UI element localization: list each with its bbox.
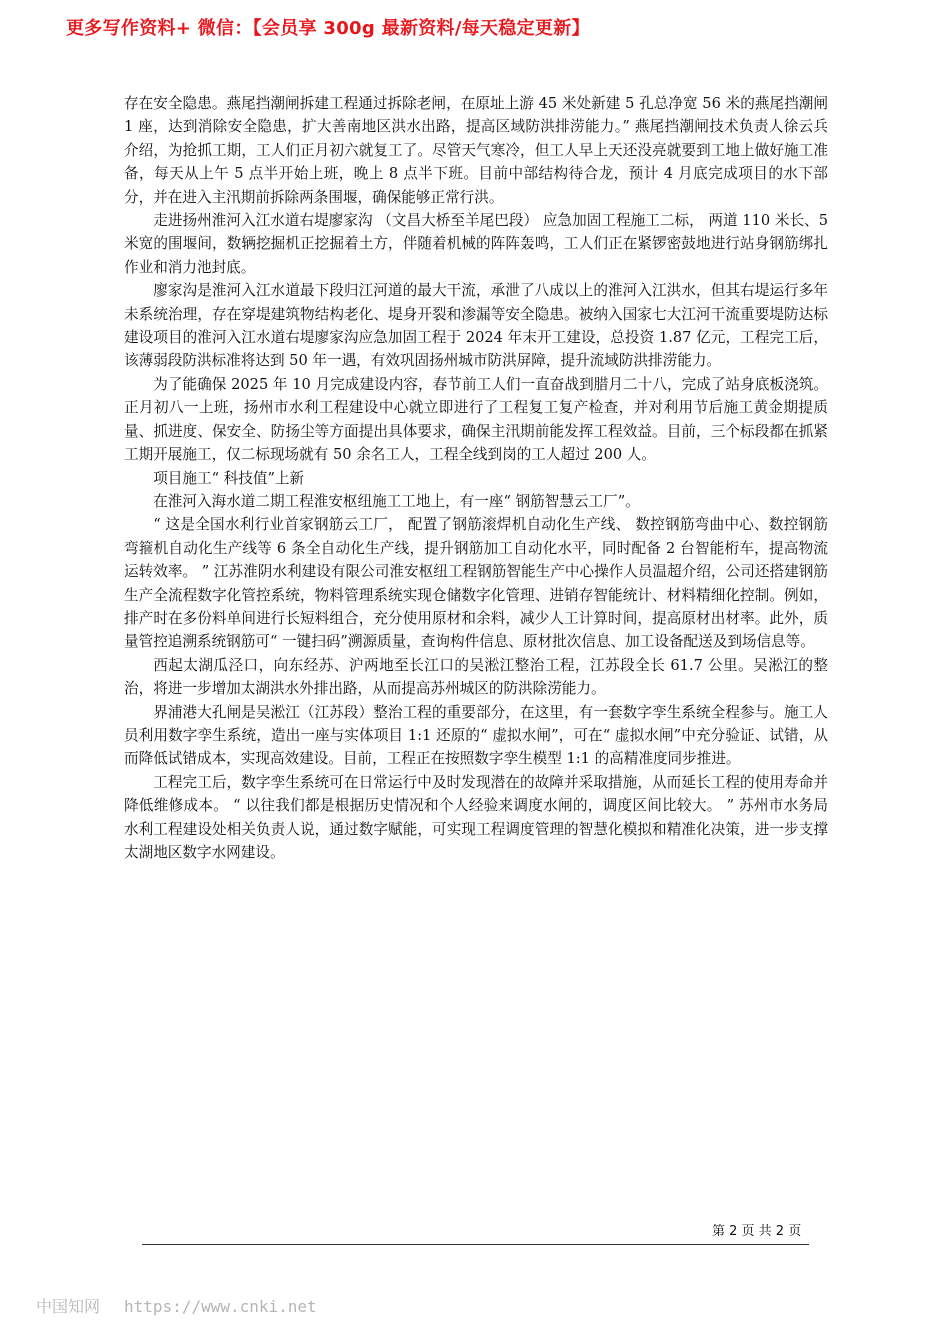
paragraph-9: 界浦港大孔闸是吴淞江（江苏段）整治工程的重要部分，在这里，有一套数字孪生系统全程参与。施工人员利用数字孪生系统，造出一座与实体项目 1:1 还原的“ 虚拟水闸”，可在“ 虚拟水闸”中充分验证、试错，从而降低试错成本，实现高效建设。目前，工程正在按照数字孪生模型 1:1 的高精准度同步推进。 bbox=[124, 703, 828, 768]
watermark-url: https://www.cnki.net bbox=[124, 1297, 317, 1316]
paragraph-6: 在淮河入海水道二期工程淮安枢纽施工工地上，有一座“ 钢筋智慧云工厂”。 bbox=[153, 492, 640, 510]
paragraph-4: 为了能确保 2025 年 10 月完成建设内容，春节前工人们一直奋战到腊月二十八，完成了站身底板浇筑。正月初八一上班，扬州市水利工程建设中心就立即进行了工程复工复产检查，并对利用节后施工黄金期提质量、抓进度、保安全、防扬尘等方面提出具体要求，确保主汛期前能发挥工程效益。目前，三个标段都在抓紧工期开展施工，仅二标现场就有 50 余名工人，工程全线到岗的工人超过 200 人。 bbox=[124, 375, 828, 464]
source-watermark bbox=[36, 1294, 317, 1317]
page-number: 第 2 页 共 2 页 bbox=[712, 1224, 802, 1239]
article-body bbox=[124, 92, 828, 864]
footer-divider bbox=[142, 1244, 809, 1245]
paragraph-1: 存在安全隐患。燕尾挡潮闸拆建工程通过拆除老闸，在原址上游 45 米处新建 5 孔总净宽 56 米的燕尾挡潮闸 1 座，达到消除安全隐患，扩大善南地区洪水出路，提高区域防洪排涝能力。” 燕尾挡潮闸技术负责人徐云兵介绍，为抢抓工期，工人们正月初六就复工了。尽管天气寒冷，但工人早上天还没亮就要到工地上做好施工准备，每天从上午 5 点半开始上班，晚上 8 点半下班。目前中部结构待合龙，预计 4 月底完成项目的水下部分，并在进入主汛期前拆除两条围堰，确保能够正常行洪。 bbox=[124, 95, 828, 206]
paragraph-2: 走进扬州淮河入江水道右堤廖家沟 （文昌大桥至羊尾巴段） 应急加固工程施工二标， 两道 110 米长、5 米宽的围堰间，数辆挖掘机正挖掘着土方，伴随着机械的阵阵轰鸣，工人们正在紧锣密鼓地进行站身钢筋绑扎作业和消力池封底。 bbox=[124, 212, 828, 276]
watermark-site-name: 中国知网 bbox=[36, 1297, 101, 1316]
promo-banner: 更多写作资料+ 微信：【会员享 300g 最新资料/每天稳定更新】 bbox=[66, 18, 590, 39]
paragraph-3: 廖家沟是淮河入江水道最下段归江河道的最大干流，承泄了八成以上的淮河入江洪水，但其右堤运行多年未系统治理，存在穿堤建筑物结构老化、堤身开裂和渗漏等安全隐患。被纳入国家七大江河干流重要堤防达标建设项目的淮河入江水道右堤廖家沟应急加固工程于 2024 年末开工建设，总投资 1.87 亿元，工程完工后，该薄弱段防洪标准将达到 50 年一遇，有效巩固扬州城市防洪屏障，提升流域防洪排涝能力。 bbox=[124, 282, 828, 370]
paragraph-10: 工程完工后，数字孪生系统可在日常运行中及时发现潜在的故障并采取措施，从而延长工程的使用寿命并降低维修成本。 “ 以往我们都是根据历史情况和个人经验来调度水闸的，调度区间比较大。 ” 苏州市水务局水利工程建设处相关负责人说，通过数字赋能，可实现工程调度管理的智慧化模拟和精准化决策，进一步支撑太湖地区数字水网建设。 bbox=[124, 773, 828, 861]
section-heading: 项目施工“ 科技值”上新 bbox=[153, 469, 305, 487]
paragraph-8: 西起太湖瓜泾口，向东经苏、沪两地至长江口的吴淞江整治工程，江苏段全长 61.7 公里。吴淞江的整治，将进一步增加太湖洪水外排出路，从而提高苏州城区的防洪除涝能力。 bbox=[124, 656, 828, 698]
paragraph-7: “ 这是全国水利行业首家钢筋云工厂， 配置了钢筋滚焊机自动化生产线、 数控钢筋弯曲中心、数控钢筋弯箍机自动化生产线等 6 条全自动化生产线，提升钢筋加工自动化水平，同时配备 2 台智能桁车，提高物流运转效率。 ” 江苏淮阴水利建设有限公司淮安枢纽工程钢筋智能生产中心操作人员温超介绍，公司还搭建钢筋生产全流程数字化管控系统，物料管理系统实现仓储数字化管理、进销存智能统计、材料精细化控制。例如，排产时在多份料单间进行长短料组合，充分使用原材和余料，减少人工计算时间，提高原材出材率。此外，质量管控追溯系统钢筋可“ 一键扫码”溯源质量，查询构件信息、原材批次信息、加工设备配送及到场信息等。 bbox=[124, 516, 828, 651]
